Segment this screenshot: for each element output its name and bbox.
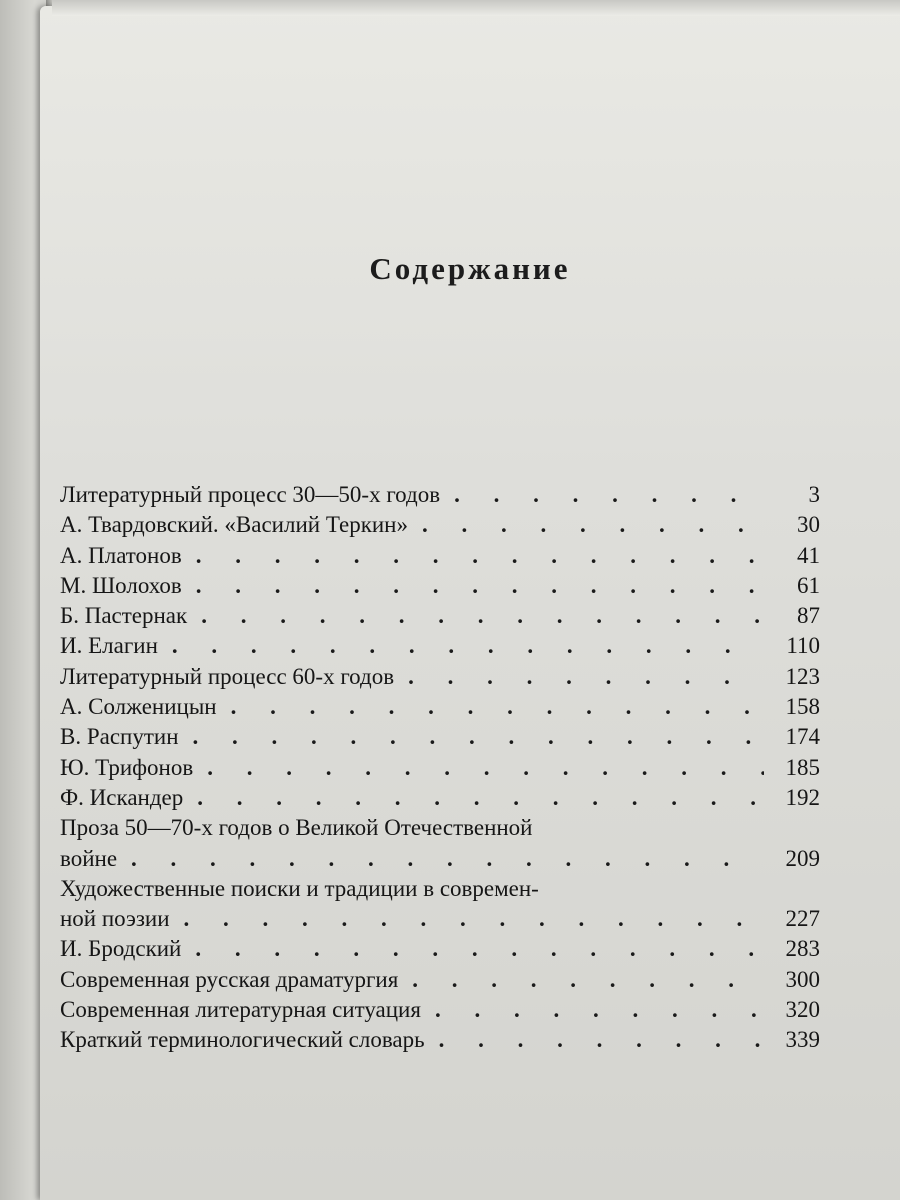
dot-leader [193,753,764,783]
table-of-contents [60,480,820,1056]
toc-page-number: 87 [797,603,820,629]
toc-entry-title: И. Бродский [60,936,182,962]
page-top-edge [52,0,900,16]
toc-page-number: 30 [797,512,820,538]
toc-entry-title: И. Елагин [60,633,158,659]
toc-entry-title: Краткий терминологический словарь [60,1027,425,1053]
toc-page-number: 320 [785,997,820,1023]
toc-entry-title: войне [60,845,118,871]
toc-entry [60,995,820,1025]
dot-leader [181,934,764,964]
toc-page-number: 339 [785,1027,820,1053]
toc-entry [60,571,820,601]
toc-entry [60,965,820,995]
toc-page-number: 227 [785,906,820,932]
toc-entry-title-line: Художественные поиски и традиции в современ- [60,875,539,901]
dot-leader [398,965,764,995]
toc-entry [60,662,820,692]
dot-leader [440,480,764,510]
dot-leader [187,601,764,631]
toc-entry-title: А. Твардовский. «Василий Теркин» [60,512,408,538]
dot-leader [421,995,764,1025]
page-title: Содержание [369,250,571,286]
toc-entry [60,510,820,540]
toc-entry [60,601,820,631]
toc-entry-title: Современная русская драматургия [60,966,399,992]
dot-leader [179,722,764,752]
dot-leader [182,571,764,601]
dot-leader [117,844,764,874]
dot-leader [170,904,764,934]
toc-page-number: 61 [797,572,820,598]
toc-entry-title-line: Проза 50—70-х годов о Великой Отечественной [60,815,533,841]
toc-entry [60,541,820,571]
dot-leader [183,783,764,813]
dot-leader [217,692,764,722]
dot-leader [408,510,764,540]
toc-page-number: 209 [785,845,820,871]
toc-page-number: 192 [785,784,820,810]
toc-entry [60,783,820,813]
toc-entry [60,692,820,722]
toc-entry [60,934,820,964]
dot-leader [394,662,764,692]
toc-page-number: 3 [808,482,820,507]
toc-entry-title: Литературный процесс 30—50-х годов [60,482,441,507]
toc-entry [60,874,820,935]
toc-entry-title: ной поэзии [60,906,170,932]
toc-entry-title: В. Распутин [60,724,179,750]
toc-entry-title: А. Платонов [60,542,182,568]
toc-entry [60,813,820,874]
toc-entry-title: Современная литературная ситуация [60,997,421,1023]
toc-entry-title: Б. Пастернак [60,603,188,629]
toc-page-number: 174 [785,724,820,750]
toc-page-number: 300 [785,966,820,992]
toc-page-number: 110 [786,633,820,659]
toc-entry [60,1025,820,1055]
toc-entry [60,722,820,752]
toc-page-number: 283 [785,936,820,962]
toc-page-number: 158 [785,694,820,720]
dot-leader [158,631,764,661]
toc-entry-title: А. Солженицын [60,694,217,720]
toc-entry-title: М. Шолохов [60,572,182,598]
toc-entry [60,480,820,510]
toc-entry-title: Литературный процесс 60-х годов [60,663,395,689]
dot-leader [182,541,764,571]
toc-entry-title: Ф. Искандер [60,784,184,810]
toc-entry [60,631,820,661]
toc-entry [60,753,820,783]
toc-entry-title: Ю. Трифонов [60,754,194,780]
toc-page-number: 123 [785,663,820,689]
dot-leader [425,1025,764,1055]
toc-page-number: 185 [785,754,820,780]
toc-page-number: 41 [797,542,820,568]
